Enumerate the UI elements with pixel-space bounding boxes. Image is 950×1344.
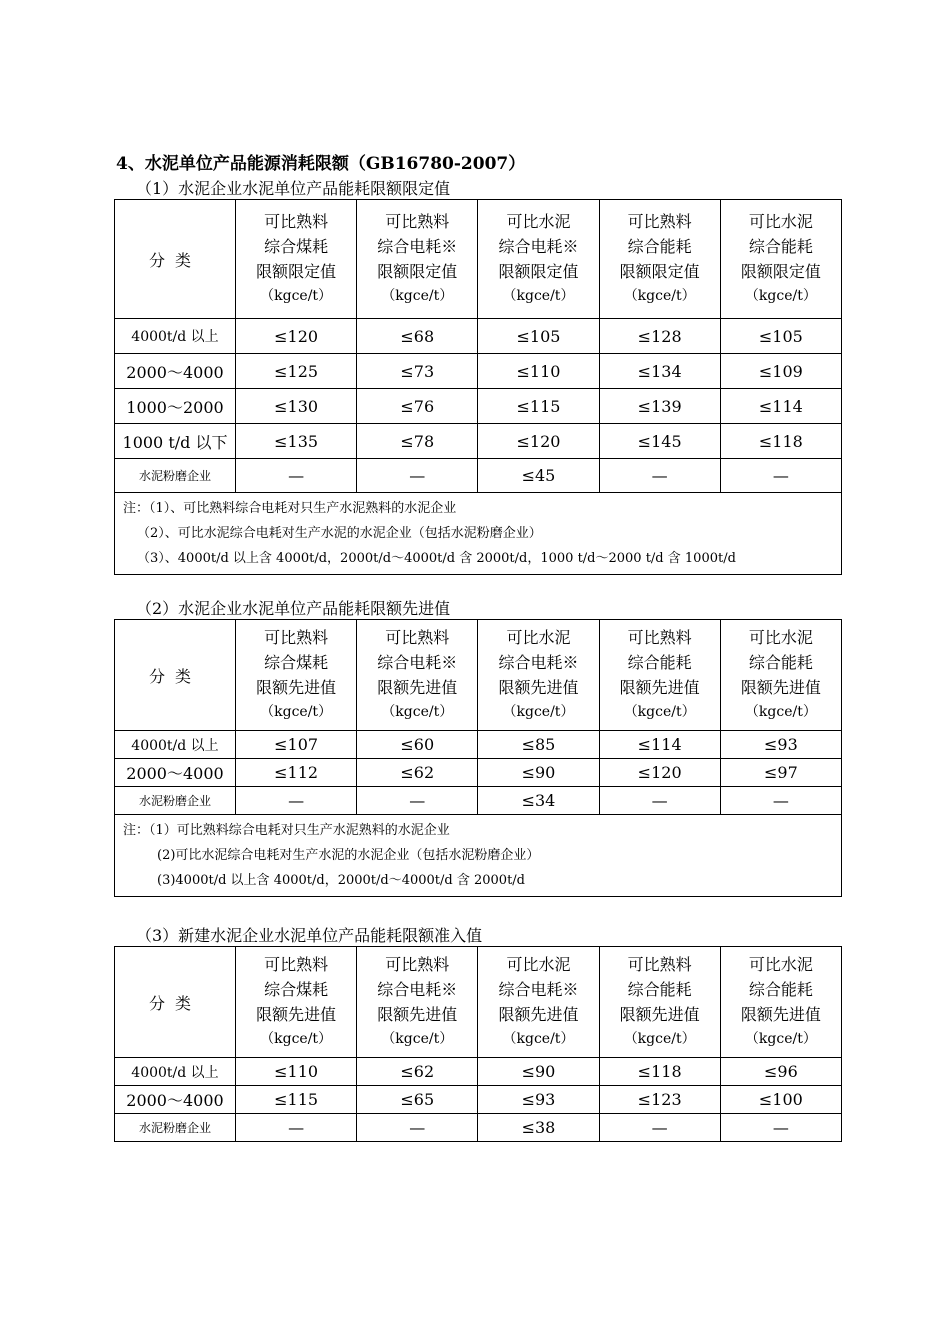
header-line: 综合电耗※	[498, 237, 579, 256]
header-line: 限额先进值	[256, 1005, 337, 1024]
table-cell: ≤65	[357, 1086, 478, 1114]
table-cell: ≤45	[478, 459, 599, 493]
header-line: 可比熟料	[264, 212, 329, 231]
column-header	[357, 200, 478, 319]
table-cell: —	[720, 787, 841, 815]
section-title-advanced-values: （2）水泥企业水泥单位产品能耗限额先进值	[136, 599, 451, 618]
header-line: 可比熟料	[627, 212, 692, 231]
row-category: 4000t/d 以上	[115, 319, 236, 354]
table-cell: ≤120	[236, 319, 357, 354]
table-cell: ≤76	[357, 389, 478, 424]
table-cell: ≤110	[236, 1058, 357, 1086]
column-header	[599, 620, 720, 731]
header-unit: （kgce/t）	[744, 1031, 817, 1047]
header-line: 限额先进值	[740, 678, 821, 697]
column-header	[720, 620, 841, 731]
table-cell: ≤90	[478, 759, 599, 787]
category-header: 分类	[115, 620, 236, 731]
row-category: 2000～4000	[115, 759, 236, 787]
table-cell: ≤78	[357, 424, 478, 459]
table-cell: ≤125	[236, 354, 357, 389]
row-category: 1000～2000	[115, 389, 236, 424]
header-line: 可比熟料	[627, 628, 692, 647]
header-line: 综合能耗	[748, 980, 813, 999]
table-cell: ≤128	[599, 319, 720, 354]
row-category: 水泥粉磨企业	[115, 1114, 236, 1142]
header-line: 可比熟料	[385, 955, 450, 974]
header-line: 综合煤耗	[264, 237, 329, 256]
notes-row	[115, 815, 842, 897]
notes-row	[115, 493, 842, 575]
table-cell: —	[357, 1114, 478, 1142]
table-cell: ≤93	[720, 731, 841, 759]
table-row	[115, 787, 842, 815]
header-line: 综合能耗	[748, 653, 813, 672]
table-cell: ≤85	[478, 731, 599, 759]
table-row	[115, 319, 842, 354]
header-line: 限额限定值	[498, 262, 579, 281]
table-row	[115, 424, 842, 459]
table-row	[115, 759, 842, 787]
column-header	[478, 947, 599, 1058]
header-line: 限额先进值	[256, 678, 337, 697]
header-line: 限额先进值	[498, 678, 579, 697]
table-cell: —	[599, 787, 720, 815]
header-line: 可比水泥	[506, 628, 571, 647]
table-cell: ≤120	[599, 759, 720, 787]
header-unit: （kgce/t）	[502, 704, 575, 720]
advanced-values-table	[114, 619, 842, 897]
header-unit: （kgce/t）	[260, 288, 333, 304]
header-line: 可比熟料	[385, 628, 450, 647]
table-cell: ≤109	[720, 354, 841, 389]
row-category: 4000t/d 以上	[115, 731, 236, 759]
table-cell: ≤123	[599, 1086, 720, 1114]
row-category: 4000t/d 以上	[115, 1058, 236, 1086]
header-unit: （kgce/t）	[260, 1031, 333, 1047]
table-cell: —	[236, 459, 357, 493]
header-line: 综合电耗※	[377, 653, 458, 672]
table-cell: ≤115	[478, 389, 599, 424]
table-cell: ≤118	[599, 1058, 720, 1086]
table-header-row	[115, 620, 842, 731]
header-line: 综合电耗※	[498, 980, 579, 999]
table-row	[115, 389, 842, 424]
header-line: 综合能耗	[627, 653, 692, 672]
column-header	[236, 620, 357, 731]
header-line: 可比水泥	[506, 212, 571, 231]
row-category: 2000～4000	[115, 354, 236, 389]
header-line: 限额先进值	[377, 1005, 458, 1024]
table-cell: ≤105	[478, 319, 599, 354]
table-cell: —	[720, 1114, 841, 1142]
header-line: 可比水泥	[506, 955, 571, 974]
table-cell: ≤135	[236, 424, 357, 459]
table-cell: —	[236, 787, 357, 815]
header-unit: （kgce/t）	[381, 288, 454, 304]
table-cell: ≤38	[478, 1114, 599, 1142]
column-header	[720, 947, 841, 1058]
header-line: 综合煤耗	[264, 980, 329, 999]
table-cell: ≤68	[357, 319, 478, 354]
header-unit: （kgce/t）	[623, 1031, 696, 1047]
table-cell: ≤105	[720, 319, 841, 354]
header-unit: （kgce/t）	[502, 288, 575, 304]
header-unit: （kgce/t）	[623, 288, 696, 304]
table-row	[115, 1114, 842, 1142]
header-line: 限额限定值	[740, 262, 821, 281]
table-cell: ≤130	[236, 389, 357, 424]
notes-cell	[115, 493, 842, 575]
header-unit: （kgce/t）	[744, 704, 817, 720]
table-cell: ≤107	[236, 731, 357, 759]
header-line: 限额限定值	[256, 262, 337, 281]
header-line: 综合煤耗	[264, 653, 329, 672]
header-unit: （kgce/t）	[502, 1031, 575, 1047]
row-category: 2000～4000	[115, 1086, 236, 1114]
table-cell: ≤118	[720, 424, 841, 459]
header-line: 限额限定值	[377, 262, 458, 281]
entry-values-table	[114, 946, 842, 1142]
table-cell: ≤145	[599, 424, 720, 459]
header-unit: （kgce/t）	[381, 704, 454, 720]
header-line: 可比水泥	[748, 628, 813, 647]
table-cell: ≤97	[720, 759, 841, 787]
header-line: 综合能耗	[627, 237, 692, 256]
column-header	[357, 620, 478, 731]
header-unit: （kgce/t）	[744, 288, 817, 304]
note-line: 注：（1）、可比熟料综合电耗对只生产水泥熟料的水泥企业	[123, 501, 457, 516]
table-cell: —	[357, 459, 478, 493]
header-line: 限额限定值	[619, 262, 700, 281]
note-line: (3)4000t/d 以上含 4000t/d，2000t/d～4000t/d 含 2000t/d	[157, 873, 525, 888]
table-row	[115, 354, 842, 389]
table-cell: ≤139	[599, 389, 720, 424]
table-cell: ≤62	[357, 759, 478, 787]
header-line: 限额先进值	[740, 1005, 821, 1024]
table-cell: ≤114	[720, 389, 841, 424]
table-cell: ≤73	[357, 354, 478, 389]
table-row	[115, 1086, 842, 1114]
column-header	[357, 947, 478, 1058]
header-unit: （kgce/t）	[260, 704, 333, 720]
limit-values-table	[114, 199, 842, 575]
header-line: 可比熟料	[627, 955, 692, 974]
column-header	[478, 200, 599, 319]
header-line: 综合电耗※	[377, 237, 458, 256]
header-line: 限额先进值	[619, 1005, 700, 1024]
table-row	[115, 459, 842, 493]
table-cell: ≤115	[236, 1086, 357, 1114]
header-line: 可比熟料	[264, 955, 329, 974]
section-title-limit-values: （1）水泥企业水泥单位产品能耗限额限定值	[136, 179, 451, 198]
row-category: 水泥粉磨企业	[115, 787, 236, 815]
table-cell: ≤110	[478, 354, 599, 389]
column-header	[599, 200, 720, 319]
header-line: 限额先进值	[498, 1005, 579, 1024]
header-unit: （kgce/t）	[381, 1031, 454, 1047]
table-row	[115, 1058, 842, 1086]
note-line: （3）、4000t/d 以上含 4000t/d，2000t/d～4000t/d 含 2000t/d，1000 t/d～2000 t/d 含 1000t/d	[137, 551, 736, 566]
table-cell: ≤120	[478, 424, 599, 459]
header-line: 综合电耗※	[377, 980, 458, 999]
header-line: 可比水泥	[748, 212, 813, 231]
note-line: 注：（1）可比熟料综合电耗对只生产水泥熟料的水泥企业	[123, 823, 450, 838]
column-header	[236, 200, 357, 319]
table-row	[115, 731, 842, 759]
page-heading: 4、水泥单位产品能源消耗限额（GB16780-2007）	[116, 154, 526, 174]
table-cell: —	[236, 1114, 357, 1142]
table-cell: ≤90	[478, 1058, 599, 1086]
table-header-row	[115, 947, 842, 1058]
column-header	[599, 947, 720, 1058]
header-line: 限额先进值	[377, 678, 458, 697]
column-header	[720, 200, 841, 319]
header-unit: （kgce/t）	[623, 704, 696, 720]
column-header	[478, 620, 599, 731]
table-cell: ≤93	[478, 1086, 599, 1114]
notes-cell	[115, 815, 842, 897]
section-title-entry-values: （3）新建水泥企业水泥单位产品能耗限额准入值	[136, 926, 483, 945]
header-line: 可比水泥	[748, 955, 813, 974]
table-cell: —	[599, 1114, 720, 1142]
row-category: 水泥粉磨企业	[115, 459, 236, 493]
header-line: 可比熟料	[264, 628, 329, 647]
category-header: 分类	[115, 947, 236, 1058]
header-line: 可比熟料	[385, 212, 450, 231]
table-cell: ≤100	[720, 1086, 841, 1114]
header-line: 综合能耗	[627, 980, 692, 999]
table-cell: —	[357, 787, 478, 815]
table-cell: —	[720, 459, 841, 493]
table-header-row	[115, 200, 842, 319]
header-line: 限额先进值	[619, 678, 700, 697]
table-cell: ≤134	[599, 354, 720, 389]
header-line: 综合电耗※	[498, 653, 579, 672]
table-cell: ≤60	[357, 731, 478, 759]
table-cell: ≤96	[720, 1058, 841, 1086]
category-header: 分类	[115, 200, 236, 319]
table-cell: —	[599, 459, 720, 493]
table-cell: ≤34	[478, 787, 599, 815]
header-line: 综合能耗	[748, 237, 813, 256]
table-cell: ≤62	[357, 1058, 478, 1086]
table-cell: ≤112	[236, 759, 357, 787]
column-header	[236, 947, 357, 1058]
note-line: (2)可比水泥综合电耗对生产水泥的水泥企业（包括水泥粉磨企业）	[157, 848, 540, 863]
note-line: （2）、可比水泥综合电耗对生产水泥的水泥企业（包括水泥粉磨企业）	[137, 526, 542, 541]
row-category: 1000 t/d 以下	[115, 424, 236, 459]
table-cell: ≤114	[599, 731, 720, 759]
